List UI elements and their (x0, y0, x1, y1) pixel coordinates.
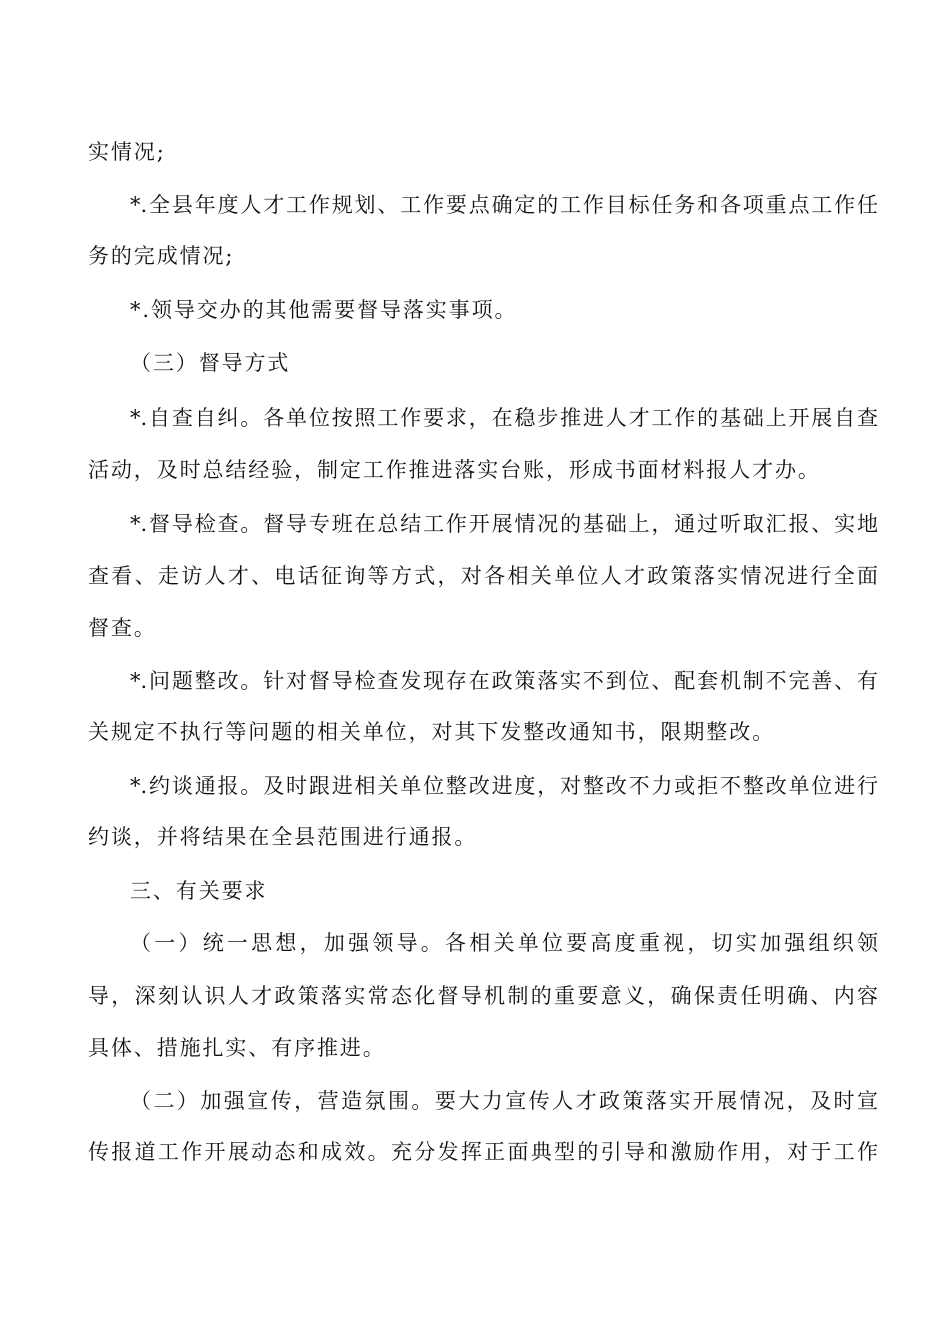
list-item: *.自查自纠。各单位按照工作要求，在稳步推进人才工作的基础上开展自查 (130, 406, 878, 430)
text-line: 导，深刻认识人才政策落实常态化督导机制的重要意义，确保责任明确、内容 (88, 984, 878, 1008)
text-line: 约谈，并将结果在全县范围进行通报。 (88, 825, 478, 849)
list-item: *.问题整改。针对督导检查发现存在政策落实不到位、配套机制不完善、有 (130, 669, 878, 693)
text-line: 关规定不执行等问题的相关单位，对其下发整改通知书，限期整改。 (88, 720, 775, 744)
text-line: 传报道工作开展动态和成效。充分发挥正面典型的引导和激励作用，对于工作 (88, 1140, 878, 1164)
list-item: *.督导检查。督导专班在总结工作开展情况的基础上，通过听取汇报、实地 (130, 512, 878, 536)
text-line: 查看、走访人才、电话征询等方式，对各相关单位人才政策落实情况进行全面 (88, 564, 878, 588)
section-heading: 三、有关要求 (130, 879, 268, 903)
paragraph-start: （一）统一思想，加强领导。各相关单位要高度重视，切实加强组织领 (130, 931, 878, 955)
list-item: *.全县年度人才工作规划、工作要点确定的工作目标任务和各项重点工作任 (130, 193, 878, 217)
text-line: 实情况; (88, 140, 166, 164)
section-heading: （三）督导方式 (130, 351, 291, 375)
text-line: 督查。 (88, 616, 157, 640)
text-line: 活动，及时总结经验，制定工作推进落实台账，形成书面材料报人才办。 (88, 458, 821, 482)
list-item: *.约谈通报。及时跟进相关单位整改进度，对整改不力或拒不整改单位进行 (130, 774, 878, 798)
text-line: 具体、措施扎实、有序推进。 (88, 1036, 386, 1060)
text-line: 务的完成情况; (88, 244, 235, 268)
list-item: *.领导交办的其他需要督导落实事项。 (130, 298, 518, 322)
paragraph-start: （二）加强宣传，营造氛围。要大力宣传人才政策落实开展情况，及时宣 (130, 1089, 878, 1113)
